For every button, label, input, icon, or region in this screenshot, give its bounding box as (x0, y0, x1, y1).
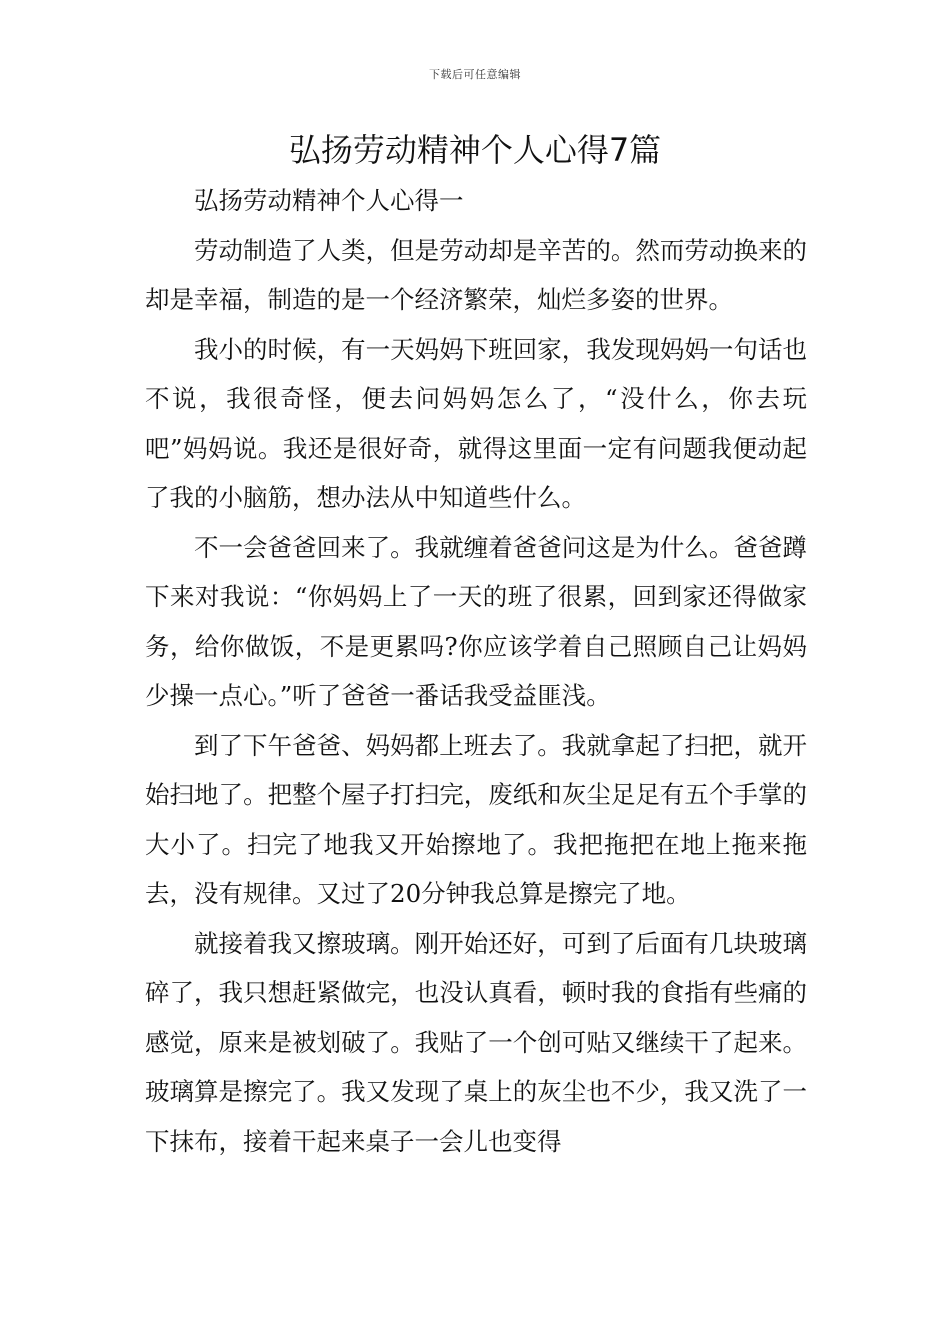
paragraph: 到了下午爸爸、妈妈都上班去了。我就拿起了扫把，就开始扫地了。把整个屋子打扫完，废纸和灰尘足足有五个手掌的大小了。扫完了地我又开始擦地了。我把拖把在地上拖来拖去，没有规律。又过了20分钟我总算是擦完了地。 (145, 730, 807, 908)
header-note: 下载后可任意编辑 (429, 68, 521, 81)
paragraph: 我小的时候，有一天妈妈下班回家，我发现妈妈一句话也不说，我很奇怪，便去问妈妈怎么了，“没什么，你去玩吧”妈妈说。我还是很好奇，就得这里面一定有问题我便动起了我的小脑筋，想办法从中知道些什么。 (145, 334, 807, 512)
paragraph: 劳动制造了人类，但是劳动却是辛苦的。然而劳动换来的却是幸福，制造的是一个经济繁荣，灿烂多姿的世界。 (145, 235, 807, 314)
paragraph: 就接着我又擦玻璃。刚开始还好，可到了后面有几块玻璃碎了，我只想赶紧做完，也没认真看，顿时我的食指有些痛的感觉，原来是被划破了。我贴了一个创可贴又继续干了起来。玻璃算是擦完了。我又发现了桌上的灰尘也不少，我又洗了一下抹布，接着干起来桌子一会儿也变得 (145, 928, 807, 1156)
paragraph: 不一会爸爸回来了。我就缠着爸爸问这是为什么。爸爸蹲下来对我说：“你妈妈上了一天的班了很累，回到家还得做家务，给你做饭，不是更累吗?你应该学着自己照顾自己让妈妈少操一点心。”听了爸爸一番话我受益匪浅。 (145, 532, 807, 710)
section-heading: 弘扬劳动精神个人心得一 (194, 186, 464, 215)
document-body (145, 176, 807, 1166)
document-title: 弘扬劳动精神个人心得7篇 (288, 131, 662, 169)
